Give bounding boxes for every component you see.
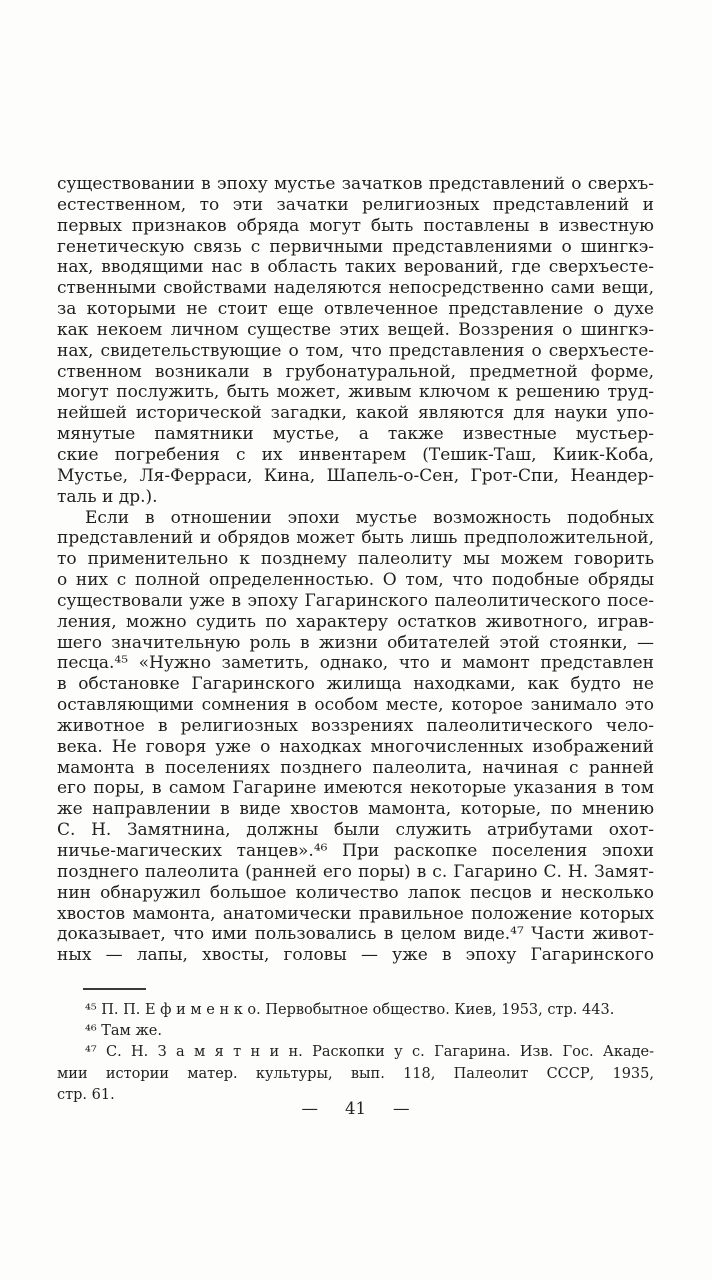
text-line: оставляющими сомнения в особом месте, которое занимало это (57, 695, 654, 716)
text-line: нейшей исторической загадки, какой являются для науки упо- (57, 403, 654, 424)
text-line: доказывает, что ими пользовались в целом виде.⁴⁷ Части живот- (57, 924, 654, 945)
text-line: животное в религиозных воззрениях палеолитического чело- (57, 715, 654, 736)
text-line: ных — лапы, хвосты, головы — уже в эпоху Гагаринского (57, 945, 654, 966)
page-number (57, 1099, 654, 1118)
footnote-47-line-2: мии истории матер. культуры, вып. 118, Палеолит СССР, 1935, (57, 1065, 654, 1082)
text-line: его поры, в самом Гагарине имеются некоторые указания в том (57, 778, 654, 799)
text-line: хвостов мамонта, анатомически правильное положение которых (57, 903, 654, 924)
body-text (57, 174, 654, 966)
text-line: естественном, то эти зачатки религиозных представлений и (57, 194, 654, 215)
text-line: шего значительную роль в жизни обитателей этой стоянки, — (57, 632, 654, 653)
text-line: ственном возникали в грубонатуральной, предметной форме, (57, 361, 654, 382)
text-line: таль и др.). (57, 486, 158, 507)
footnote-47-line-3: стр. 61. (57, 1086, 115, 1103)
text-line: ничье-магических танцев».⁴⁶ При раскопке поселения эпохи (57, 841, 654, 861)
text-line: нах, вводящими нас в область таких верований, где сверхъесте- (57, 257, 654, 278)
text-line: в обстановке Гагаринского жилища находками, как будто не (57, 674, 654, 695)
text-line: С. Н. Замятнина, должны были служить атрибутами охот- (57, 820, 654, 841)
footnotes-block (57, 1000, 654, 1106)
page-number-dash-left: — (301, 1099, 318, 1118)
text-line: существовании в эпоху мустье зачатков представлений о сверхъ- (57, 174, 654, 194)
text-line: как некоем личном существе этих вещей. Воззрения о шингкэ- (57, 319, 654, 340)
text-line: мамонта в поселениях позднего палеолита, начиная с ранней (57, 757, 654, 778)
text-line: существовали уже в эпоху Гагаринского палеолитического посе- (57, 590, 654, 611)
text-line: первых признаков обряда могут быть поставлены в известную (57, 215, 654, 236)
text-line: нин обнаружил большое количество лапок песцов и несколько (57, 882, 654, 903)
footnote-45: ⁴⁵ П. П. Е ф и м е н к о. Первобытное общество. Киев, 1953, стр. 443. (85, 1002, 615, 1018)
page-number-value: 41 (345, 1099, 366, 1118)
text-line: века. Не говоря уже о находках многочисленных изображений (57, 736, 654, 757)
text-line: ления, можно судить по характеру остатков животного, играв- (57, 611, 654, 632)
text-line: мянутые памятники мустье, а также известные мустьер- (57, 424, 654, 445)
text-line: за которыми не стоит еще отвлеченное представление о духе (57, 299, 654, 320)
paragraph-2 (57, 508, 654, 967)
text-line: песца.⁴⁵ «Нужно заметить, однако, что и мамонт представлен (57, 653, 654, 674)
text-line: генетическую связь с первичными представлениями о шингкэ- (57, 236, 654, 257)
text-line: представлений и обрядов может быть лишь предположительной, (57, 528, 654, 549)
text-line: же направлении в виде хвостов мамонта, которые, по мнению (57, 799, 654, 820)
footnote-47-line-1: ⁴⁷ С. Н. З а м я т н и н. Раскопки у с. Гагарина. Изв. Гос. Акаде- (85, 1044, 654, 1061)
text-line: Мустье, Ля-Ферраси, Кина, Шапель-о-Сен, Грот-Спи, Неандер- (57, 465, 654, 486)
text-line: позднего палеолита (ранней его поры) в с. Гагарино С. Н. Замят- (57, 861, 654, 882)
text-line: могут послужить, быть может, живым ключом к решению труд- (57, 382, 654, 403)
text-line: о них с полной определенностью. О том, что подобные обряды (57, 570, 654, 591)
text-line: Если в отношении эпохи мустье возможность подобных (85, 507, 654, 528)
page-number-dash-right: — (393, 1099, 410, 1118)
paragraph-1 (57, 174, 654, 508)
footnote-separator (83, 988, 146, 990)
text-line: то применительно к позднему палеолиту мы можем говорить (57, 549, 654, 570)
text-line: нах, свидетельствующие о том, что представления о сверхъесте- (57, 340, 654, 361)
text-line: ские погребения с их инвентарем (Тешик-Таш, Киик-Коба, (57, 444, 654, 465)
text-line: ственными свойствами наделяются непосредственно сами вещи, (57, 278, 654, 299)
footnote-46: ⁴⁶ Там же. (85, 1023, 162, 1040)
